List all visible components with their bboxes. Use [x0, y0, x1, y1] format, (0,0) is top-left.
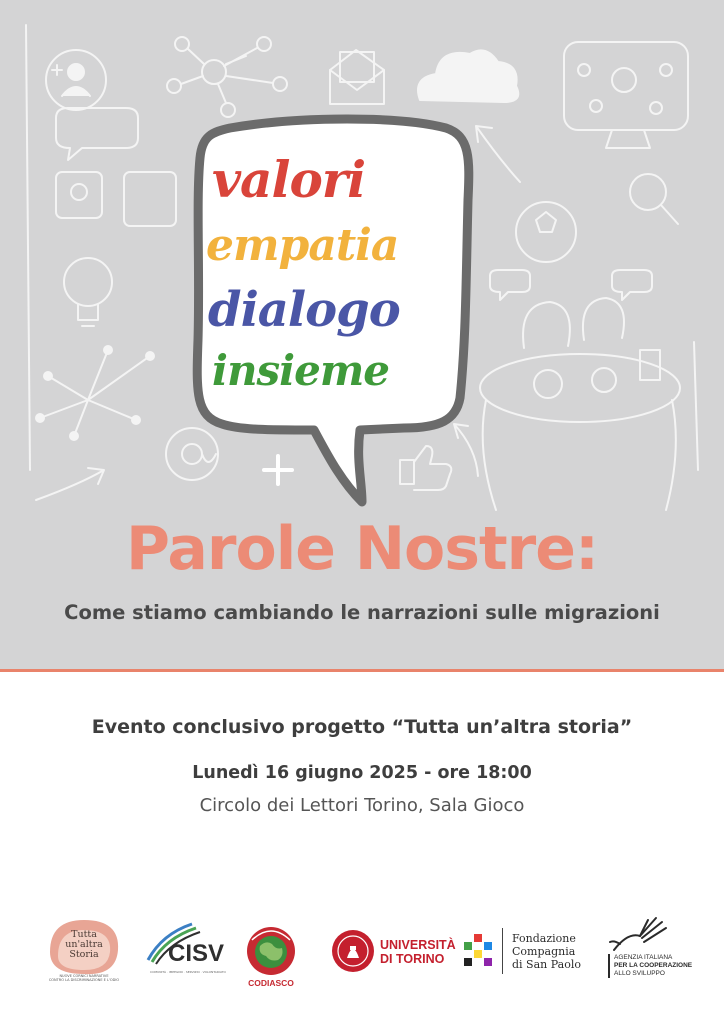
logo-unito-line1: UNIVERSITÀ: [380, 938, 456, 952]
word-valori: valori: [212, 150, 366, 209]
logo-codiasco-name: CODIASCO: [248, 978, 294, 988]
logo-cisv-name: CISV: [168, 940, 225, 967]
logo-aics-line1: AGENZIA ITALIANA: [614, 954, 673, 961]
logo-cisv-tagline: COMUNITÀ · IMPEGNO · SERVIZIO · VOLONTARIATO: [150, 970, 226, 974]
fondazione-mosaic-icon: [464, 934, 492, 966]
logo-fondazione-line1: Fondazione: [512, 932, 576, 945]
logo-cisv: [142, 920, 226, 976]
logo-aics-line3: ALLO SVILUPPO: [614, 970, 665, 977]
dove-icon: [610, 918, 666, 950]
event-venue-line: Circolo dei Lettori Torino, Sala Gioco: [199, 795, 525, 816]
logo-codiasco: [242, 922, 300, 992]
fondazione-divider: [502, 928, 503, 974]
logo-unito-line2: DI TORINO: [380, 952, 445, 966]
poster-subtitle: Come stiamo cambiando le narrazioni sulle migrazioni: [64, 601, 660, 624]
word-insieme: insieme: [212, 346, 389, 395]
logo-tutta-unaltra-storia: [44, 912, 124, 984]
event-project-line: Evento conclusivo progetto “Tutta un’altra storia”: [91, 716, 633, 738]
logo-fondazione-line2: Compagnia: [512, 945, 576, 958]
logo-tutta-line2: un'altra: [65, 939, 103, 950]
logo-aics-line2: PER LA COOPERAZIONE: [614, 962, 693, 969]
logo-universita-torino: [330, 928, 456, 978]
logo-fondazione-compagnia-san-paolo: [462, 928, 586, 976]
logo-tutta-line3: Storia: [69, 949, 99, 960]
event-date-line: Lunedì 16 giugno 2025 - ore 18:00: [192, 763, 532, 783]
logo-tutta-line1: Tutta: [71, 929, 97, 940]
logo-fondazione-line3: di San Paolo: [512, 958, 581, 971]
logo-tutta-tagline2: CONTRO LA DISCRIMINAZIONE E L'ODIO: [48, 978, 120, 982]
word-empatia: empatia: [206, 220, 399, 271]
poster-title: Parole Nostre:: [126, 514, 598, 584]
aics-bar: [608, 954, 610, 978]
word-dialogo: dialogo: [208, 282, 400, 338]
section-divider: [0, 669, 724, 672]
logo-tutta-tagline: NUOVE CORNICI NARRATIVE: [59, 974, 109, 978]
logo-aics: [600, 914, 693, 980]
